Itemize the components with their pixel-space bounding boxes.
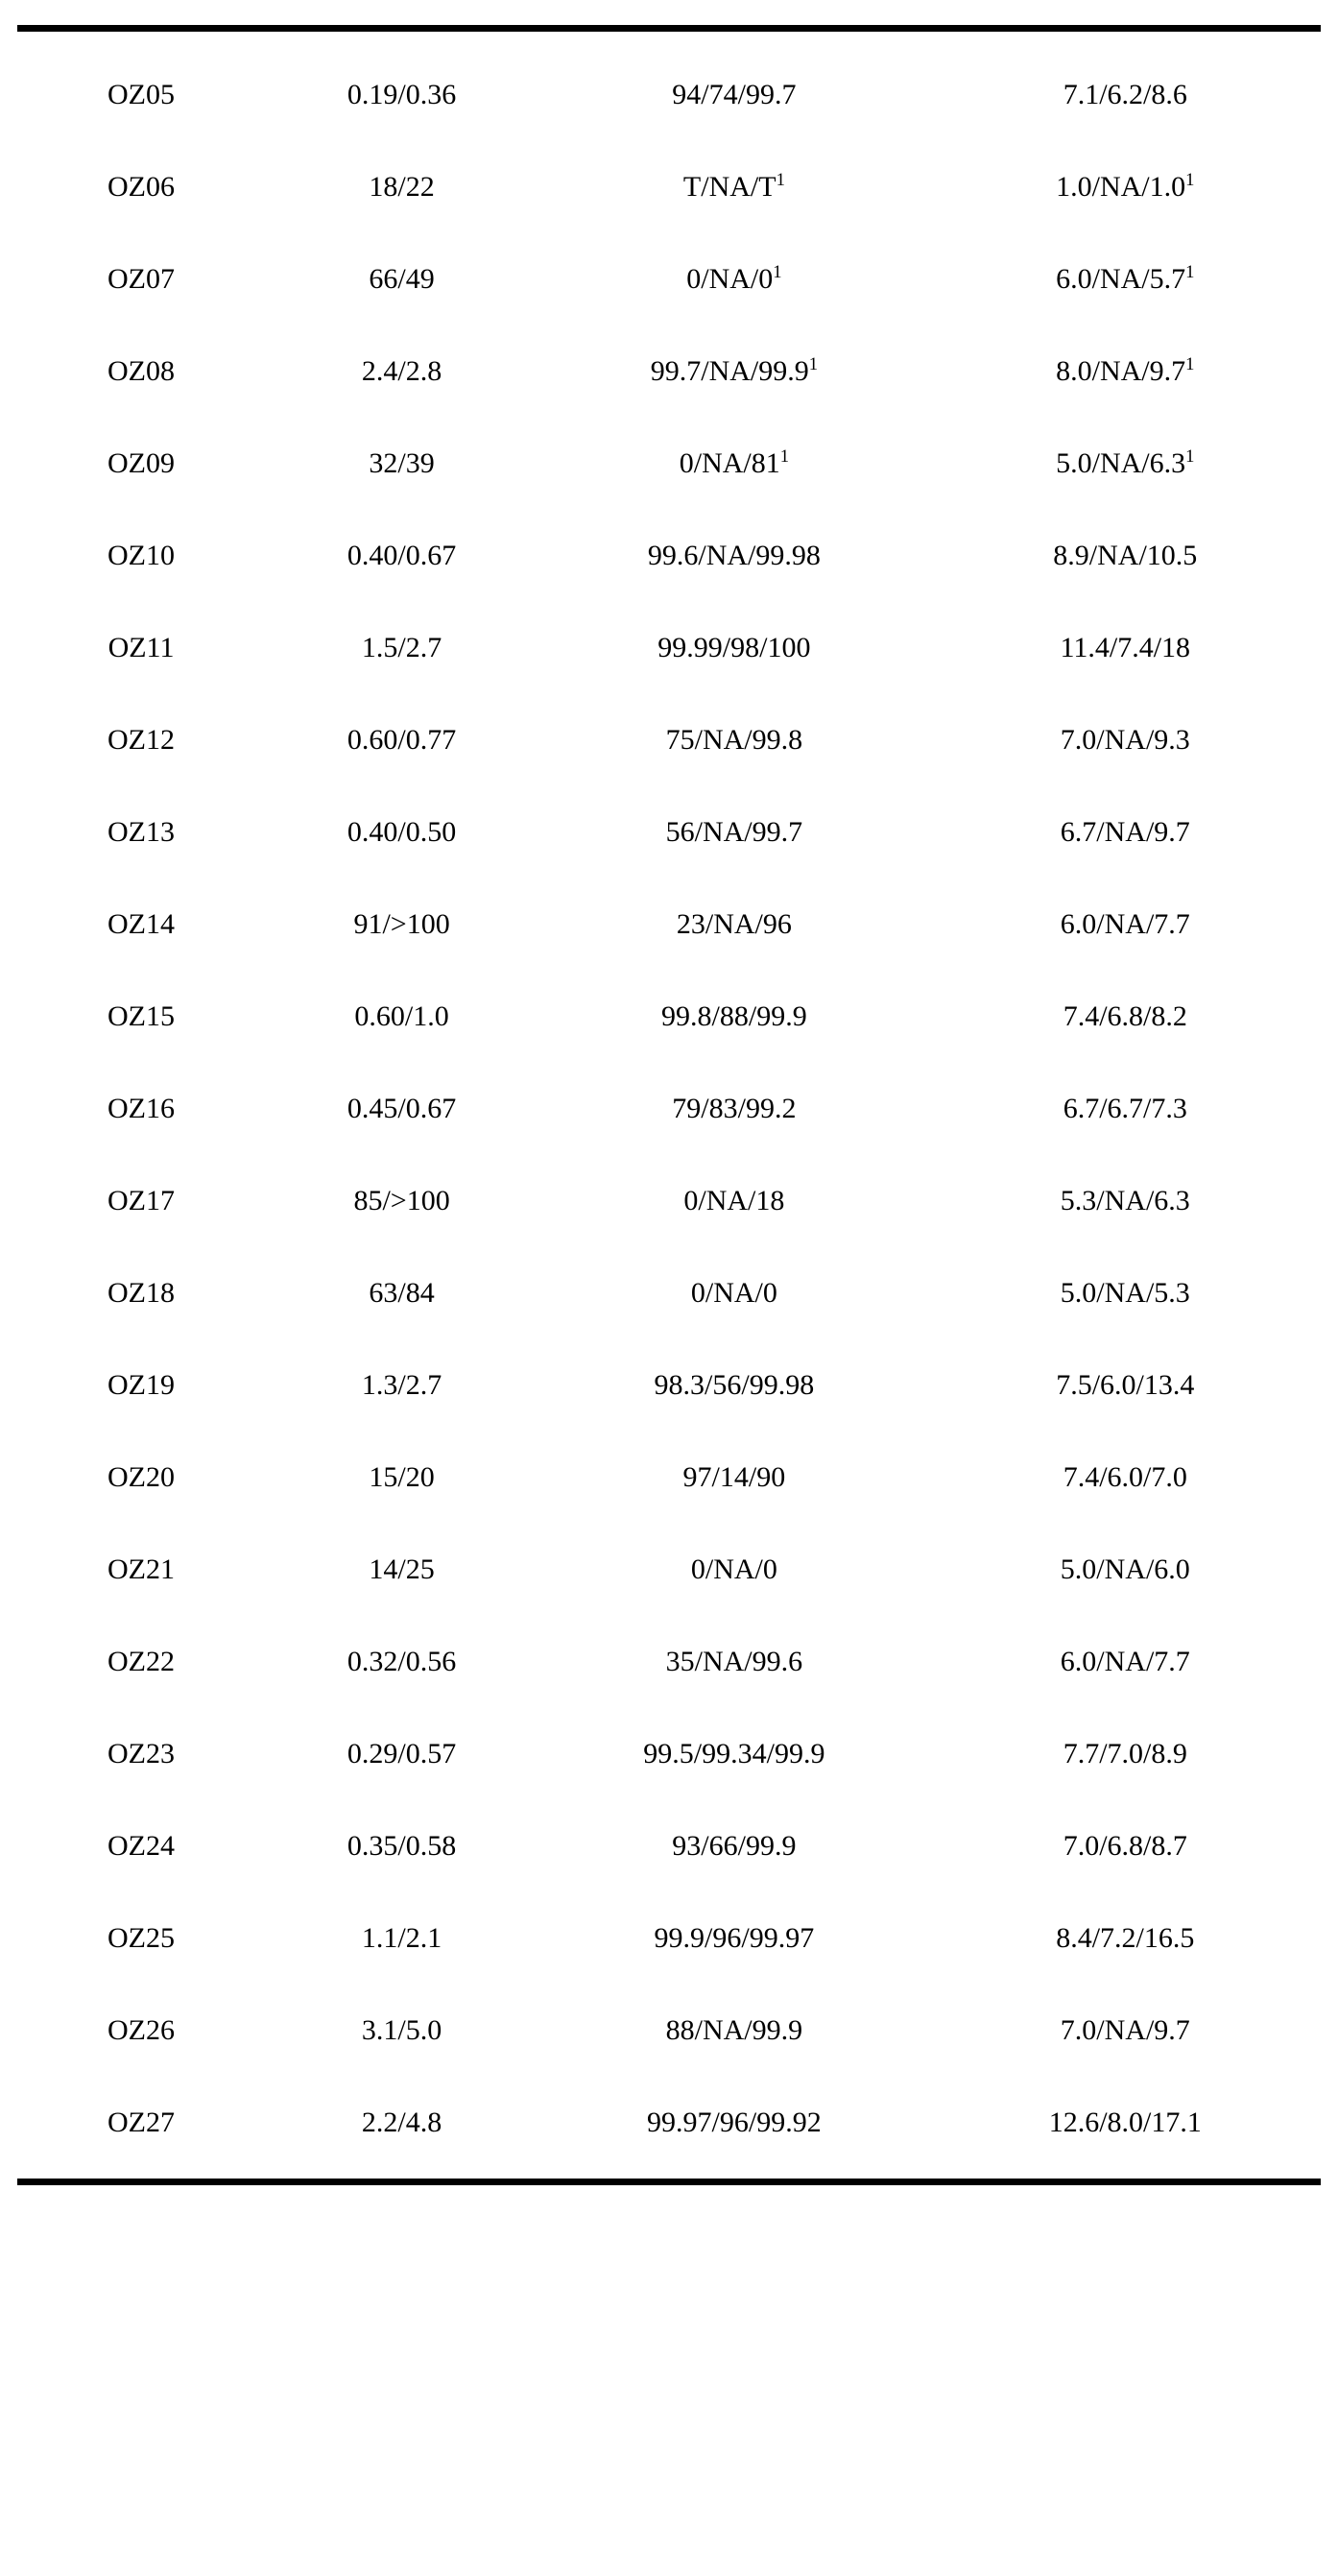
cell-sample-id: OZ20 [108, 1461, 175, 1493]
cell-column-2: 14/25 [369, 1553, 435, 1585]
table-row [17, 510, 1321, 602]
cell-column-4: 6.0/NA/7.7 [1060, 1646, 1190, 1677]
table-top-rule [17, 25, 1321, 32]
cell-sample-id: OZ12 [108, 724, 175, 756]
cell-column-4: 6.7/NA/9.7 [1060, 816, 1190, 848]
table-bottom-spacer [17, 2169, 1321, 2179]
cell-column-4: 11.4/7.4/18 [1060, 632, 1191, 663]
table-row [17, 233, 1321, 325]
cell-column-3: 99.7/NA/99.9$^1$ [650, 354, 819, 387]
cell-column-4: 7.1/6.2/8.6 [1063, 79, 1187, 110]
footnote-marker: 1 [808, 354, 819, 374]
cell-column-4: $8.0/NA/9.7^1$ [1056, 354, 1195, 387]
cell-column-3: 75/NA/99.8 [665, 724, 803, 756]
table-row [17, 602, 1321, 694]
cell-sample-id: OZ14 [108, 908, 175, 940]
cell-column-3: 35/NA/99.6 [665, 1646, 803, 1677]
cell-column-3: 88/NA/99.9 [665, 2014, 803, 2046]
table-top-spacer [17, 32, 1321, 49]
table-row [17, 1524, 1321, 1616]
table-row [17, 325, 1321, 418]
cell-sample-id: OZ24 [108, 1830, 175, 1862]
cell-column-3: 99.9/96/99.97 [654, 1922, 815, 1954]
table-body [17, 49, 1321, 2169]
cell-column-2: 3.1/5.0 [361, 2014, 442, 2046]
cell-column-2: 0.45/0.67 [346, 1093, 457, 1124]
cell-sample-id: OZ18 [108, 1277, 175, 1309]
cell-column-3: $0/NA/81^1$ [679, 446, 790, 479]
table-row [17, 418, 1321, 510]
cell-sample-id: OZ23 [108, 1738, 175, 1769]
table-row [17, 1708, 1321, 1800]
cell-column-3: 0/NA/0 [690, 1277, 777, 1309]
cell-column-3: 0/NA/18 [683, 1185, 785, 1216]
cell-column-2: 66/49 [369, 263, 435, 295]
cell-column-2: 0.35/0.58 [346, 1830, 457, 1862]
cell-column-2: 18/22 [369, 171, 435, 203]
cell-column-3: 79/83/99.2 [672, 1093, 797, 1124]
cell-column-2: 91/>100 [353, 908, 450, 940]
cell-column-3: 23/NA/96 [676, 908, 792, 940]
cell-column-3: 99.5/99.34/99.9 [643, 1738, 825, 1769]
cell-column-3: 99.8/88/99.9 [661, 1000, 807, 1032]
cell-column-4: 8.9/NA/10.5 [1053, 540, 1198, 571]
cell-sample-id: OZ13 [108, 816, 175, 848]
footnote-marker: 1 [779, 446, 790, 467]
cell-column-2: 1.5/2.7 [361, 632, 442, 663]
cell-column-3: 97/14/90 [682, 1461, 786, 1493]
cell-column-2: 2.2/4.8 [361, 2107, 442, 2138]
table-row [17, 1339, 1321, 1432]
cell-sample-id: OZ11 [108, 632, 175, 663]
table-bottom-rule [17, 2179, 1321, 2185]
cell-column-4: 8.4/7.2/16.5 [1056, 1922, 1195, 1954]
cell-column-3: $0/NA/0^1$ [686, 262, 782, 295]
footnote-marker: 1 [1185, 262, 1195, 282]
cell-column-4: $6.0/NA/5.7^1$ [1056, 262, 1195, 295]
cell-column-2: 63/84 [369, 1277, 435, 1309]
cell-column-4: 12.6/8.0/17.1 [1048, 2107, 1202, 2138]
cell-sample-id: OZ19 [108, 1369, 175, 1401]
cell-column-4: 7.7/7.0/8.9 [1063, 1738, 1187, 1769]
cell-column-3: 93/66/99.9 [672, 1830, 797, 1862]
cell-column-4: 7.0/NA/9.7 [1060, 2014, 1190, 2046]
footnote-marker: 1 [1185, 446, 1195, 467]
table-row [17, 694, 1321, 786]
cell-column-3: 99.6/NA/99.98 [647, 540, 821, 571]
cell-column-2: 0.19/0.36 [346, 79, 457, 110]
cell-column-3: 99.99/98/100 [657, 632, 811, 663]
cell-column-2: 15/20 [369, 1461, 435, 1493]
cell-column-4: 7.4/6.0/7.0 [1063, 1461, 1187, 1493]
cell-column-4: $1.0/NA/1.0^1$ [1056, 170, 1195, 203]
table-row [17, 1985, 1321, 2077]
cell-sample-id: OZ07 [108, 263, 175, 295]
cell-column-3: 98.3/56/99.98 [654, 1369, 815, 1401]
cell-sample-id: OZ09 [108, 447, 175, 479]
table-row [17, 879, 1321, 971]
cell-sample-id: OZ22 [108, 1646, 175, 1677]
cell-sample-id: OZ25 [108, 1922, 175, 1954]
table-row [17, 1800, 1321, 1892]
cell-sample-id: OZ10 [108, 540, 175, 571]
cell-column-4: 5.3/NA/6.3 [1060, 1185, 1190, 1216]
data-table [17, 49, 1321, 2169]
cell-column-2: 0.60/0.77 [346, 724, 457, 756]
cell-sample-id: OZ05 [108, 79, 175, 110]
cell-column-2: 0.40/0.50 [346, 816, 457, 848]
cell-sample-id: OZ17 [108, 1185, 175, 1216]
table-row [17, 2077, 1321, 2169]
cell-sample-id: OZ21 [108, 1553, 175, 1585]
cell-column-4: 6.7/6.7/7.3 [1063, 1093, 1187, 1124]
cell-column-2: 0.60/1.0 [354, 1000, 449, 1032]
cell-column-2: 85/>100 [353, 1185, 450, 1216]
table-row [17, 786, 1321, 879]
cell-column-4: 7.0/NA/9.3 [1060, 724, 1190, 756]
cell-column-3: 0/NA/0 [690, 1553, 777, 1585]
footnote-marker: 1 [1185, 170, 1195, 190]
table-row [17, 1432, 1321, 1524]
cell-column-4: $5.0/NA/6.3^1$ [1056, 446, 1195, 479]
cell-sample-id: OZ08 [108, 355, 175, 387]
cell-column-3: 94/74/99.7 [672, 79, 797, 110]
cell-column-2: 2.4/2.8 [361, 355, 442, 387]
cell-column-4: 5.0/NA/5.3 [1060, 1277, 1190, 1309]
cell-column-2: 32/39 [369, 447, 435, 479]
cell-column-4: 7.0/6.8/8.7 [1063, 1830, 1187, 1862]
cell-column-2: 1.1/2.1 [361, 1922, 442, 1954]
cell-column-2: 0.32/0.56 [346, 1646, 457, 1677]
cell-sample-id: OZ15 [108, 1000, 175, 1032]
footnote-marker: 1 [773, 262, 782, 282]
table-row [17, 1155, 1321, 1247]
cell-column-2: 1.3/2.7 [361, 1369, 442, 1401]
table-row [17, 141, 1321, 233]
cell-column-2: 0.29/0.57 [346, 1738, 457, 1769]
table-row [17, 49, 1321, 141]
cell-sample-id: OZ27 [108, 2107, 175, 2138]
footnote-marker: 1 [776, 170, 785, 190]
cell-sample-id: OZ26 [108, 2014, 175, 2046]
cell-column-4: 5.0/NA/6.0 [1060, 1553, 1190, 1585]
table-row [17, 1247, 1321, 1339]
cell-column-3: $T/NA/T^1$ [682, 170, 785, 203]
footnote-marker: 1 [1185, 354, 1195, 374]
table-row [17, 1892, 1321, 1985]
cell-column-2: 0.40/0.67 [346, 540, 457, 571]
table-row [17, 1616, 1321, 1708]
table-row [17, 1063, 1321, 1155]
cell-column-3: 99.97/96/99.92 [647, 2107, 822, 2138]
data-table-container [17, 25, 1321, 2185]
cell-sample-id: OZ16 [108, 1093, 175, 1124]
cell-column-4: 6.0/NA/7.7 [1060, 908, 1190, 940]
table-row [17, 971, 1321, 1063]
cell-column-4: 7.5/6.0/13.4 [1056, 1369, 1195, 1401]
cell-column-4: 7.4/6.8/8.2 [1063, 1000, 1187, 1032]
cell-column-3: 56/NA/99.7 [665, 816, 803, 848]
cell-sample-id: OZ06 [108, 171, 175, 203]
